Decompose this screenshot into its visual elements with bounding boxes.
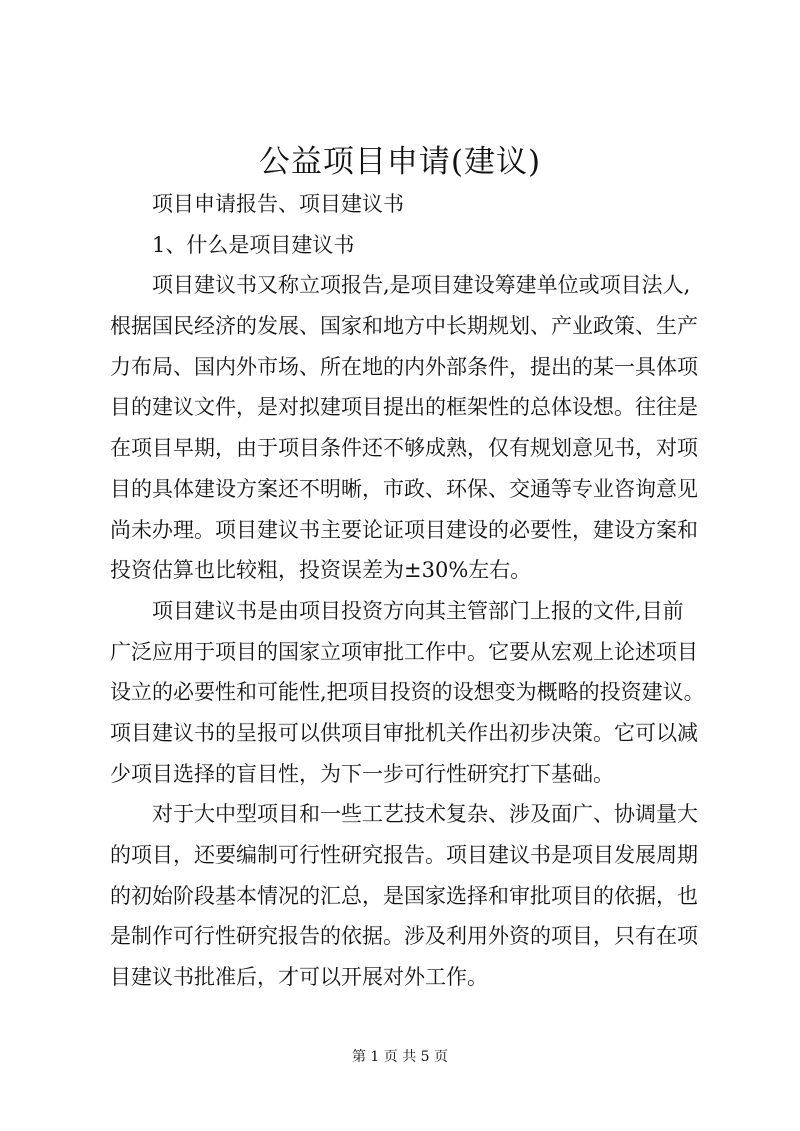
document-body	[110, 184, 710, 998]
body-line: 的初始阶段基本情况的汇总，是国家选择和审批项目的依据，也	[110, 883, 698, 908]
body-line: 尚未办理。项目建议书主要论证项目建设的必要性，建设方案和	[110, 517, 698, 542]
body-line: 目建议书批准后，才可以开展对外工作。	[110, 965, 488, 990]
page-number-footer: 第 1 页 共 5 页	[351, 1049, 449, 1065]
body-line: 力布局、国内外市场、所在地的内外部条件，提出的某一具体项	[110, 354, 698, 379]
body-line: 广泛应用于项目的国家立项审批工作中。它要从宏观上论述项目	[110, 639, 698, 664]
body-line: 根据国民经济的发展、国家和地方中长期规划、产业政策、生产	[110, 314, 698, 339]
body-line: 的项目，还要编制可行性研究报告。项目建议书是项目发展周期	[110, 843, 698, 867]
body-line: 在项目早期，由于项目条件还不够成熟，仅有规划意见书，对项	[110, 436, 698, 461]
document-title: 公益项目申请(建议)	[258, 144, 542, 180]
body-line: 对于大中型项目和一些工艺技术复杂、涉及面广、协调量大	[152, 802, 698, 827]
body-line: 项目建议书是由项目投资方向其主管部门上报的文件,目前	[152, 598, 684, 623]
body-line: 项目建议书的呈报可以供项目审批机关作出初步决策。它可以减	[110, 720, 698, 745]
body-line: 目的具体建设方案还不明晰，市政、环保、交通等专业咨询意见	[110, 476, 698, 501]
body-line: 投资估算也比较粗，投资误差为±30%左右。	[110, 558, 532, 583]
body-line: 目的建议文件，是对拟建项目提出的框架性的总体设想。往往是	[110, 395, 698, 420]
body-line: 项目建议书又称立项报告,是项目建设筹建单位或项目法人,	[152, 273, 691, 298]
body-line: 是制作可行性研究报告的依据。涉及利用外资的项目，只有在项	[110, 924, 698, 949]
body-line: 项目申请报告、项目建议书	[152, 192, 404, 216]
body-line: 1、什么是项目建议书	[152, 232, 355, 257]
body-line: 少项目选择的盲目性，为下一步可行性研究打下基础。	[110, 761, 614, 786]
body-line: 设立的必要性和可能性,把项目投资的设想变为概略的投资建议。	[110, 680, 705, 705]
